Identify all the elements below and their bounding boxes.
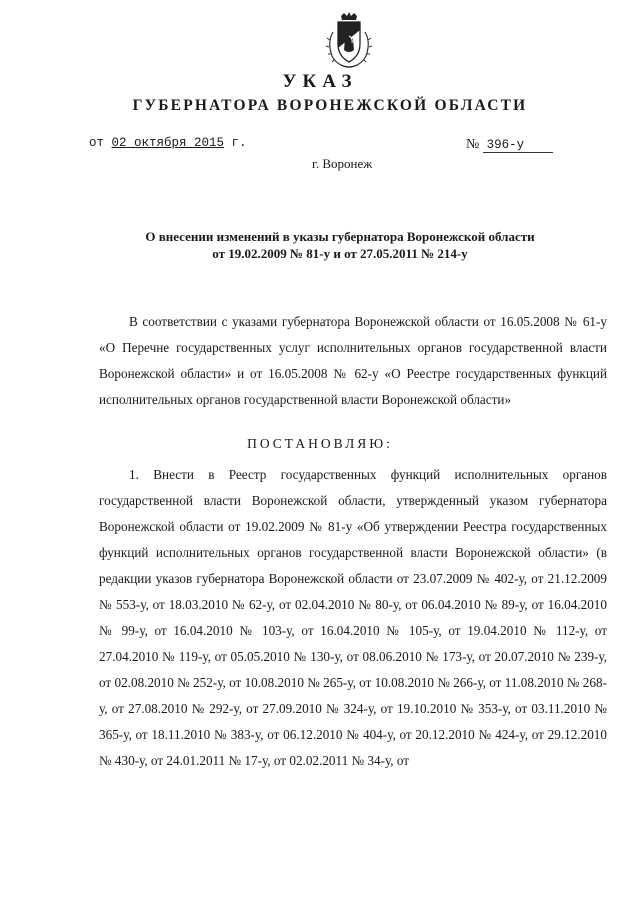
city-label: г. Воронеж bbox=[312, 156, 373, 171]
item-1-block bbox=[99, 462, 607, 774]
document-type-title: УКАЗ bbox=[282, 71, 358, 92]
preamble-paragraph: В соответствии с указами губернатора Воронежской области от 16.05.2008 № 61-у «О Перечне государственных услуг исполнительных органов государственной власти Воронежской области» и от 16.05.2008 № 62-у «О Реестре государственных функций исполнительных органов государственной власти Воронежской области» bbox=[99, 314, 607, 407]
preamble-block bbox=[99, 309, 607, 413]
date-suffix: г. bbox=[224, 136, 247, 150]
heading-line-1: О внесении изменений в указы губернатора Воронежской области bbox=[145, 229, 535, 244]
number-sign: № bbox=[466, 137, 480, 152]
item-1-paragraph: 1. Внести в Реестр государственных функций исполнительных органов государственной власти Воронежской области, утвержденный указом губернатора Воронежской области от 19.02.2009 № 81-у «Об утверждении Реестра государственных функций исполнительных органов государственной власти Воронежской области» (в редакции указов губернатора Воронежской области от 23.07.2009 № 402-у, от 21.12.2009 № 553-у, от 18.03.2010 № 62-у, от 02.04.2010 № 80-у, от 06.04.2010 № 89-у, от 16.04.2010 № 99-у, от 16.04.2010 № 103-у, от 16.04.2010 № 105-у, от 19.04.2010 № 112-у, от 27.04.2010 № 119-у, от 05.05.2010 № 130-у, от 08.06.2010 № 173-у, от 20.07.2010 № 239-у, от 02.08.2010 № 252-у, от 10.08.2010 № 265-у, от 10.08.2010 № 266-у, от 11.08.2010 № 268-у, от 27.08.2010 № 292-у, от 27.09.2010 № 324-у, от 19.10.2010 № 353-у, от 03.11.2010 № 365-у, от 18.11.2010 № 383-у, от 06.12.2010 № 404-у, от 20.12.2010 № 424-у, от 29.12.2010 № 430-у, от 24.01.2011 № 17-у, от 02.02.2011 № 34-у, от bbox=[99, 467, 607, 768]
decree-date bbox=[89, 136, 247, 150]
decree-heading bbox=[60, 228, 620, 262]
number-value: 396-у bbox=[483, 138, 553, 153]
date-value: 02 октября 2015 bbox=[111, 136, 225, 150]
heading-line-2: от 19.02.2009 № 81-у и от 27.05.2011 № 214-у bbox=[212, 246, 468, 261]
decree-number bbox=[466, 136, 553, 153]
issuer-subtitle: ГУБЕРНАТОРА ВОРОНЕЖСКОЙ ОБЛАСТИ bbox=[132, 97, 528, 114]
coat-of-arms-icon bbox=[323, 12, 375, 70]
date-prefix: от bbox=[89, 136, 112, 150]
decree-operative-word: ПОСТАНОВЛЯЮ: bbox=[247, 436, 393, 451]
